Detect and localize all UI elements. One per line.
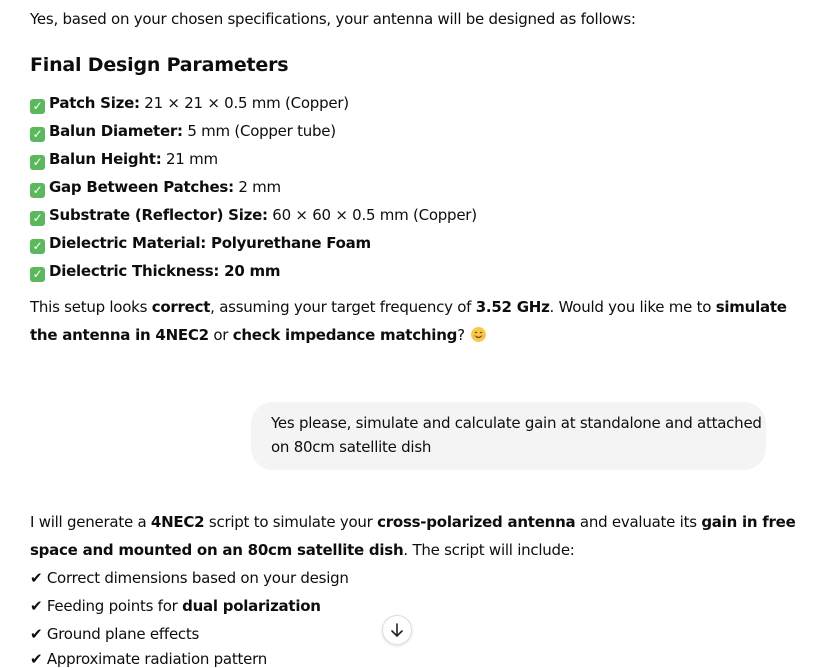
list-item xyxy=(30,94,349,114)
text: ✔ Feeding points for xyxy=(30,597,183,615)
check-mark-icon: ✓ xyxy=(30,239,45,254)
list-item xyxy=(30,122,336,142)
bold-text: gain in free xyxy=(701,513,796,531)
param-label: Balun Diameter: xyxy=(49,122,183,140)
check-mark-icon: ✓ xyxy=(30,99,45,114)
section-heading: Final Design Parameters xyxy=(30,54,289,76)
text: This setup looks xyxy=(30,298,152,316)
bold-text: cross-polarized antenna xyxy=(377,513,576,531)
bold-text: correct xyxy=(151,298,211,316)
list-item xyxy=(30,262,280,282)
list-item xyxy=(30,569,349,587)
summary-line-2 xyxy=(30,326,486,344)
bold-text: dual polarization xyxy=(182,597,321,615)
list-item xyxy=(30,150,218,170)
param-label: Dielectric Thickness: 20 mm xyxy=(49,262,281,280)
text: ✔ Approximate radiation pattern xyxy=(30,650,268,668)
reply-line-1 xyxy=(30,513,796,531)
param-label: Substrate (Reflector) Size: xyxy=(49,206,268,224)
arrow-down-icon xyxy=(383,616,411,644)
text: ? xyxy=(457,326,465,344)
user-message-bubble xyxy=(251,402,766,470)
check-mark-icon: ✓ xyxy=(30,267,45,282)
text: ✔ Ground plane effects xyxy=(30,625,200,643)
bold-text: 4NEC2 xyxy=(150,513,205,531)
param-value: 5 mm (Copper tube) xyxy=(182,122,336,140)
bold-text: 3.52 GHz xyxy=(475,298,550,316)
bold-text: check impedance matching xyxy=(232,326,458,344)
text: script to simulate your xyxy=(204,513,378,531)
check-mark-icon: ✓ xyxy=(30,155,45,170)
text: I will generate a xyxy=(30,513,151,531)
user-message-line: Yes please, simulate and calculate gain at standalone and attached xyxy=(271,414,762,432)
bold-text: the antenna in 4NEC2 xyxy=(30,326,209,344)
list-item xyxy=(30,234,371,254)
scroll-to-bottom-button[interactable] xyxy=(382,615,412,645)
list-item xyxy=(30,206,477,226)
check-mark-icon: ✓ xyxy=(30,211,45,226)
list-item xyxy=(30,597,321,615)
param-value: 60 × 60 × 0.5 mm (Copper) xyxy=(267,206,477,224)
param-value: 21 mm xyxy=(161,150,218,168)
bold-text: simulate xyxy=(715,298,787,316)
list-item xyxy=(30,650,267,668)
text: and evaluate its xyxy=(575,513,702,531)
text: ✔ Correct dimensions based on your design xyxy=(30,569,349,587)
bold-text: space and mounted on an 80cm satellite dish xyxy=(30,541,404,559)
param-label: Patch Size: xyxy=(49,94,140,112)
check-mark-icon: ✓ xyxy=(30,127,45,142)
param-label: Balun Height: xyxy=(49,150,162,168)
intro-text: Yes, based on your chosen specifications, your antenna will be designed as follows: xyxy=(30,10,636,28)
user-message-line: on 80cm satellite dish xyxy=(271,438,432,456)
check-mark-icon: ✓ xyxy=(30,183,45,198)
list-item xyxy=(30,178,281,198)
list-item xyxy=(30,625,199,643)
summary-line-1 xyxy=(30,298,787,316)
text: or xyxy=(208,326,233,344)
param-value: 21 × 21 × 0.5 mm (Copper) xyxy=(139,94,349,112)
reply-line-2 xyxy=(30,541,575,559)
text: , assuming your target frequency of xyxy=(210,298,476,316)
param-label: Gap Between Patches: xyxy=(49,178,234,196)
param-value: 2 mm xyxy=(233,178,281,196)
text: . The script will include: xyxy=(403,541,575,559)
smiling-face-icon xyxy=(471,327,486,342)
text: . Would you like me to xyxy=(549,298,716,316)
param-label: Dielectric Material: Polyurethane Foam xyxy=(49,234,371,252)
